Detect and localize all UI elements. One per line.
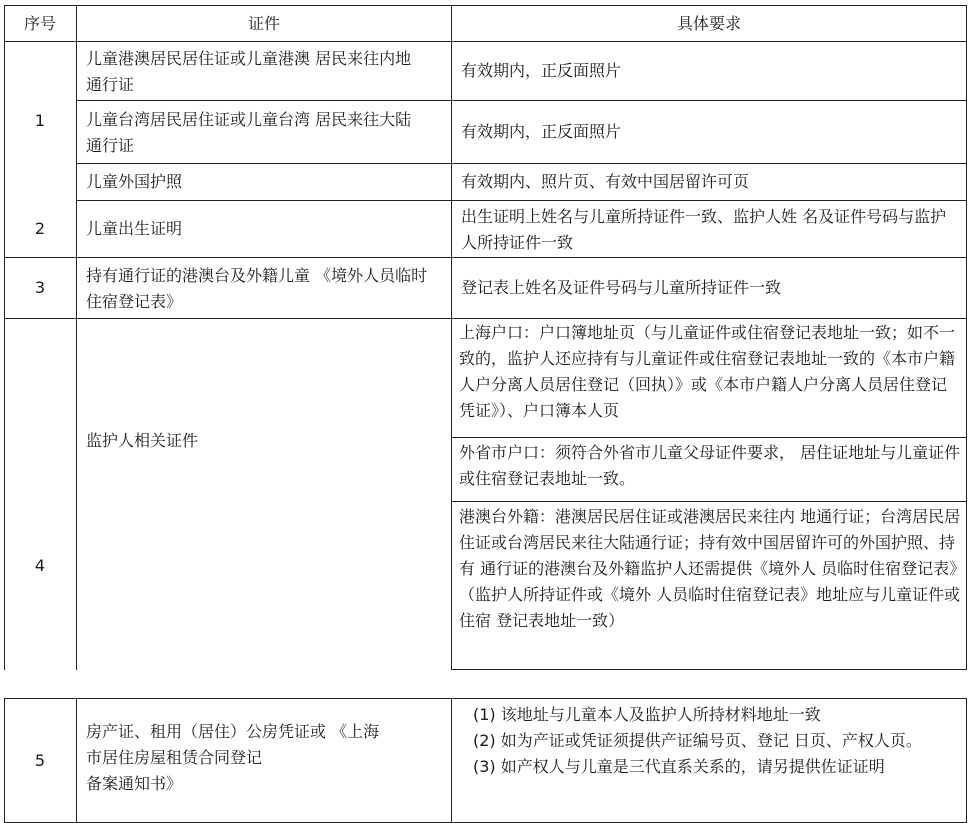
row-2-document: 儿童出生证明 bbox=[86, 219, 183, 238]
row-4-requirement-shanghai: 上海户口：户口簿地址页（与儿童证件或住宿登记表地址一致；如不一致的，监护人还应持有与儿童证件或住宿登记表地址一致的《本市户籍人户分离人员居住登记（回执）》或《本市户籍人户分离人员居住登记凭证》）、户口簿本人页 bbox=[459, 323, 956, 420]
row-4-number: 4 bbox=[34, 556, 46, 575]
row-5-number: 5 bbox=[34, 750, 46, 770]
row-4-requirement-other-province: 外省市户口：须符合外省市儿童父母证件要求， 居住证地址与儿童证件或住宿登记表地址一致。 bbox=[459, 443, 961, 488]
row-5-document-line-3: 备案通知书》 bbox=[86, 774, 183, 793]
row-4-document: 监护人相关证件 bbox=[86, 431, 199, 450]
row-2-requirement: 出生证明上姓名与儿童所持证件一致、监护人姓 名及证件号码与监护人所持证件一致 bbox=[461, 207, 947, 252]
header-document: 证件 bbox=[247, 13, 280, 33]
row-1c-requirement: 有效期内、照片页、有效中国居留许可页 bbox=[461, 172, 750, 191]
row-1a-document: 儿童港澳居民居住证或儿童港澳 居民来往内地通行证 bbox=[86, 49, 412, 94]
row-3-document: 持有通行证的港澳台及外籍儿童 《境外人员临时住宿登记表》 bbox=[86, 266, 428, 311]
row-1a-requirement: 有效期内，正反面照片 bbox=[461, 61, 622, 80]
row-5-document-line-1: 房产证、租用（居住）公房凭证或 《上海 bbox=[86, 722, 380, 741]
row-2-number: 2 bbox=[34, 219, 46, 238]
row-1c-document: 儿童外国护照 bbox=[86, 172, 183, 191]
row-5-requirement-item-2: (2) 如为产证或凭证须提供产证编号页、登记 日页、产权人页。 bbox=[473, 731, 922, 750]
row-5-document bbox=[86, 719, 446, 799]
row-1b-document: 儿童台湾居民居住证或儿童台湾 居民来往大陆通行证 bbox=[86, 110, 412, 155]
row-5-document-line-2: 市居住房屋租赁合同登记 bbox=[86, 748, 263, 767]
row-5-requirement-item-1: (1) 该地址与儿童本人及监护人所持材料地址一致 bbox=[473, 705, 821, 724]
row-5-requirement-item-3: (3) 如产权人与儿童是三代直系关系的，请另提供佐证证明 bbox=[473, 757, 885, 776]
row-3-requirement: 登记表上姓名及证件号码与儿童所持证件一致 bbox=[461, 278, 782, 297]
header-no: 序号 bbox=[23, 13, 56, 33]
row-4-requirement-hk-mo-tw-foreign: 港澳台外籍：港澳居民居住证或港澳居民来往内 地通行证；台湾居民居住证或台湾居民来往大陆通行证；持有效中国居留许可的外国护照、持有 通行证的港澳台及外籍监护人还需提供《境外人 员临时住宿登记表》（监护人所持证件或《境外 人员临时住宿登记表》地址应与儿童证件或住宿 登记表地址一致） bbox=[459, 507, 961, 630]
header-requirement: 具体要求 bbox=[676, 13, 741, 33]
row-1b-requirement: 有效期内，正反面照片 bbox=[461, 122, 622, 141]
row-3-number: 3 bbox=[34, 278, 46, 297]
row-1-number: 1 bbox=[34, 111, 46, 130]
row-5-requirement bbox=[461, 702, 961, 822]
